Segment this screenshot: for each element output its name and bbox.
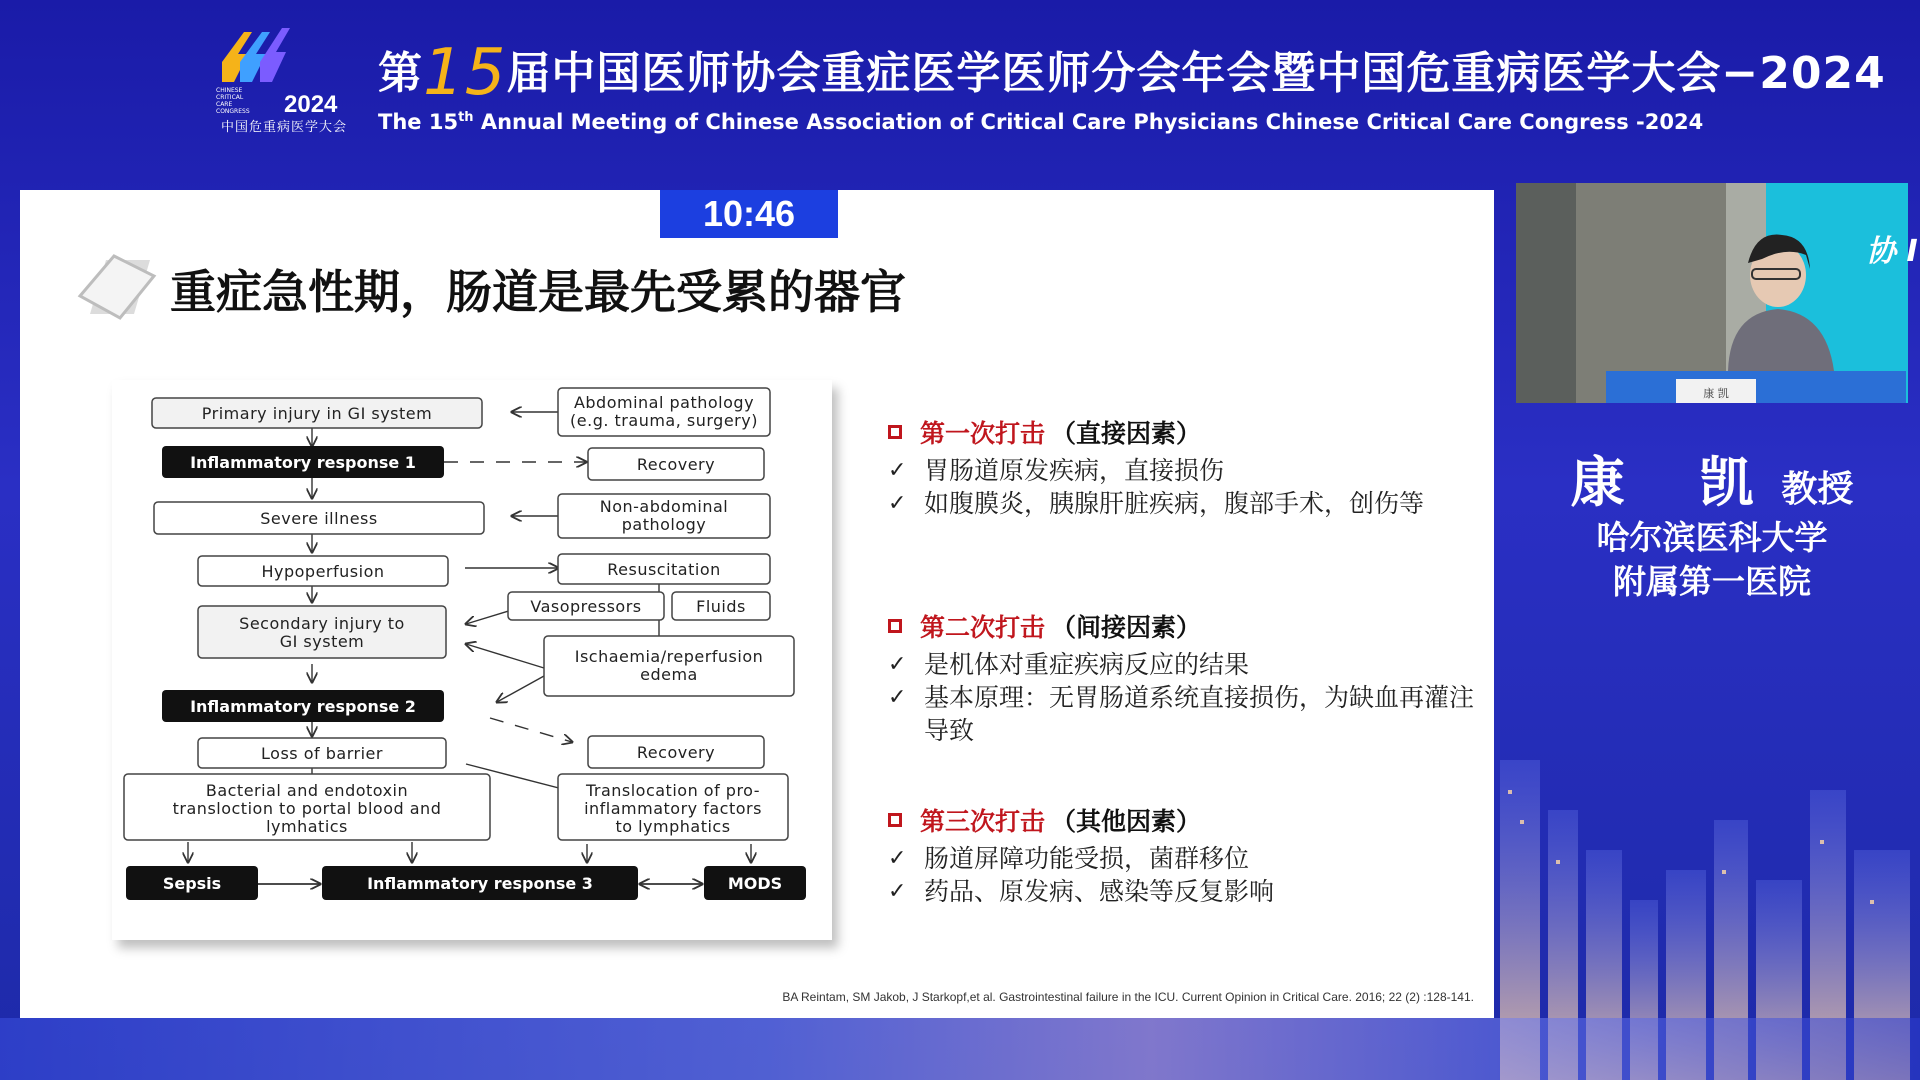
title-en-part-b: Annual Meeting of Chinese Association of Critical Care Physicians Chinese Critical Care Congress -2024 [473, 110, 1704, 134]
label-vasopressors: Vasopressors [530, 597, 642, 616]
reference-citation: BA Reintam, SM Jakob, J Starkopf,et al. Gastrointestinal failure in the ICU. Current Opinion in Critical Care. 2016; 22 (2) :128-141. [782, 990, 1474, 1004]
list-item [888, 842, 1488, 875]
label-ischaemia-l1: Ischaemia/reperfusion [574, 647, 764, 666]
speaker-name-block [1516, 440, 1908, 517]
logo-subtitle: 中国危重病医学大会 [220, 120, 347, 135]
list-item-text: 胃肠道原发疾病，直接损伤 [924, 456, 1225, 485]
speaker-video-image [1516, 183, 1918, 403]
label-recovery-1: Recovery [636, 455, 716, 474]
speaker-affiliation-line-1: 哈尔滨医科大学 [1596, 518, 1828, 557]
label-recovery-2: Recovery [636, 743, 716, 762]
square-bullet-icon [888, 813, 902, 827]
video-banner-text: 协 I [1866, 234, 1918, 269]
checkmark-icon: ✓ [888, 685, 907, 710]
section-second-hit [888, 608, 1488, 747]
list-item [888, 875, 1488, 908]
speaker-affiliation-line-2: 附属第一医院 [1613, 562, 1811, 601]
checkmark-icon: ✓ [888, 879, 907, 904]
speaker-name: 康 凯 [1570, 451, 1782, 514]
flowchart-svg [112, 380, 832, 940]
label-translocation-l1: Translocation of pro- [585, 781, 761, 800]
slide-title: 重症急性期，肠道是最先受累的器官 [170, 265, 906, 319]
label-secondary-l1: Secondary injury to [239, 614, 405, 633]
gi-failure-flowchart [112, 380, 832, 940]
label-ischaemia-l2: edema [640, 665, 698, 684]
list-item-text: 如腹膜炎，胰腺肝脏疾病，腹部手术，创伤等 [924, 489, 1425, 518]
title-en-part-a: The 15 [378, 110, 459, 134]
label-translocation-l2: inflammatory factors [584, 799, 762, 818]
label-bacterial-l1: Bacterial and endotoxin [205, 781, 409, 800]
section-heading [888, 802, 1488, 838]
title-prefix: 第 [378, 48, 423, 99]
label-non-abdominal-l2: pathology [621, 515, 707, 534]
section-title: 第一次打击 [920, 419, 1046, 448]
label-primary-injury: Primary injury in GI system [201, 404, 433, 423]
title-en-ordinal: th [458, 110, 474, 125]
speaker-video-feed [1516, 183, 1918, 403]
section-heading [888, 414, 1488, 450]
section-subtitle: （直接因素） [1051, 419, 1202, 448]
title-rest: 届中国医师协会重症医学医师分会年会暨中国危重病医学大会−2024 [506, 48, 1886, 99]
label-bacterial-l2: transloction to portal blood and [172, 799, 442, 818]
list-item-text: 肠道屏障功能受损，菌群移位 [924, 844, 1250, 873]
list-item [888, 454, 1488, 487]
label-translocation-l3: to lymphatics [615, 817, 731, 836]
label-abdominal-l2: (e.g. trauma, surgery) [570, 411, 758, 430]
square-bullet-icon [888, 425, 902, 439]
label-secondary-l2: GI system [279, 632, 365, 651]
diamond-bullet-icon [76, 252, 158, 322]
section-third-hit [888, 802, 1488, 908]
section-subtitle: （间接因素） [1051, 613, 1202, 642]
logo-text-line: CARE [216, 101, 233, 108]
section-subtitle: （其他因素） [1051, 807, 1202, 836]
label-loss-of-barrier: Loss of barrier [261, 744, 383, 763]
conference-header [0, 0, 1920, 185]
section-title: 第三次打击 [920, 807, 1046, 836]
conference-title-en [378, 110, 1703, 134]
presentation-slide [20, 190, 1494, 1018]
section-first-hit [888, 414, 1488, 520]
label-mods: MODS [727, 874, 783, 893]
label-inflammatory-2: Inflammatory response 2 [190, 697, 416, 716]
list-item-text: 是机体对重症疾病反应的结果 [924, 650, 1250, 679]
list-item [888, 487, 1488, 520]
logo-year: 2024 [284, 91, 338, 118]
nameplate-text: 康 凯 [1703, 387, 1729, 400]
list-item-text: 基本原理：无胃肠道系统直接损伤，为缺血再灌注导致 [924, 683, 1475, 745]
label-abdominal-l1: Abdominal pathology [573, 393, 755, 412]
list-item [888, 681, 1488, 747]
logo-text-line: CONGRESS [216, 108, 250, 115]
list-item [888, 648, 1488, 681]
square-bullet-icon [888, 619, 902, 633]
section-heading [888, 608, 1488, 644]
logo-text-line: CHINESE [216, 87, 243, 94]
bottom-light-band [0, 1018, 1920, 1080]
label-bacterial-l3: lymhatics [266, 817, 348, 836]
countdown-timer: 10:46 [660, 190, 838, 238]
label-inflammatory-1: Inflammatory response 1 [190, 453, 416, 472]
label-severe-illness: Severe illness [260, 509, 378, 528]
checkmark-icon: ✓ [888, 491, 907, 516]
conference-title-cn [378, 36, 1886, 110]
checkmark-icon: ✓ [888, 458, 907, 483]
label-resuscitation: Resuscitation [607, 560, 721, 579]
speaker-title: 教授 [1781, 469, 1854, 510]
list-item-text: 药品、原发病、感染等反复影响 [924, 877, 1275, 906]
section-title: 第二次打击 [920, 613, 1046, 642]
label-sepsis: Sepsis [162, 874, 222, 893]
label-non-abdominal-l1: Non-abdominal [599, 497, 729, 516]
edition-number: 15 [423, 36, 507, 110]
checkmark-icon: ✓ [888, 846, 907, 871]
label-fluids: Fluids [696, 597, 746, 616]
logo-text-line: CRITICAL [216, 94, 244, 101]
label-hypoperfusion: Hypoperfusion [261, 562, 385, 581]
label-inflammatory-3: Inflammatory response 3 [367, 874, 593, 893]
checkmark-icon: ✓ [888, 652, 907, 677]
